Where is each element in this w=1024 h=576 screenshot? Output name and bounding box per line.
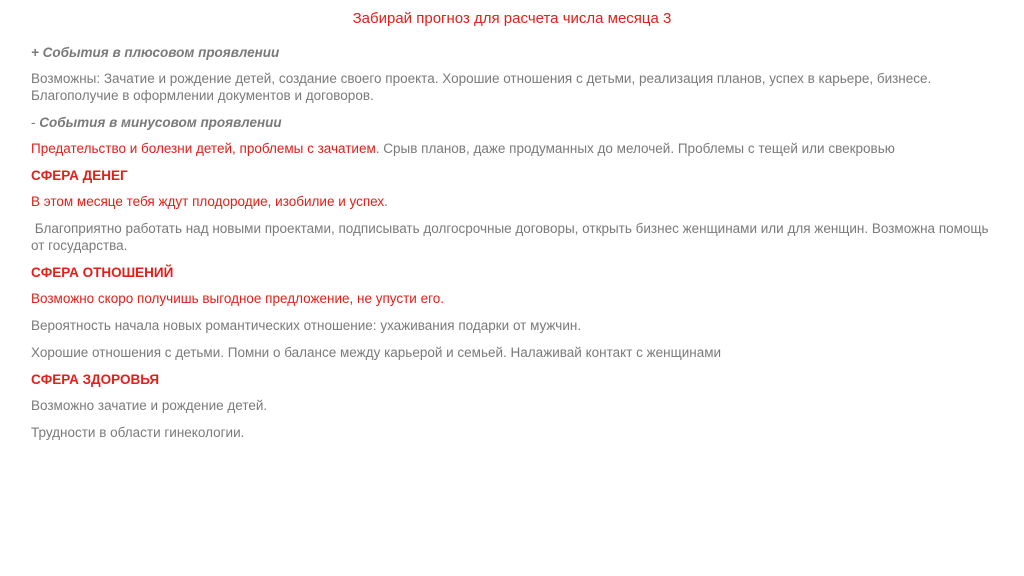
relations-text-1: Вероятность начала новых романтических отношение: ухаживания подарки от мужчин. [31, 318, 582, 333]
money-heading [31, 167, 1001, 184]
minus-prefix: - [31, 115, 40, 130]
relations-text-2: Хорошие отношения с детьми. Помни о балансе между карьерой и семьей. Налаживай контакт с женщинами [31, 345, 722, 360]
relations-red-text: Возможно скоро получишь выгодное предложение, не упусти его. [31, 291, 444, 306]
minus-red-text: Предательство и болезни детей, проблемы с зачатием [31, 141, 376, 156]
minus-text-paragraph [31, 140, 1001, 157]
relations-heading [31, 264, 1001, 281]
money-heading-label: СФЕРА ДЕНЕГ [31, 168, 128, 183]
minus-heading-paragraph [31, 114, 1001, 131]
money-red-end: . [384, 194, 388, 209]
relations-heading-label: СФЕРА ОТНОШЕНИЙ [31, 265, 174, 280]
plus-heading: + События в плюсовом проявлении [31, 45, 280, 60]
health-text-1: Возможно зачатие и рождение детей. [31, 398, 268, 413]
plus-text: Возможны: Зачатие и рождение детей, создание своего проекта. Хорошие отношения с детьми, реализация планов, успех в карьере, бизнесе. Благополучие в оформлении документов и договоров. [31, 71, 932, 103]
health-text-2: Трудности в области гинекологии. [31, 425, 245, 440]
plus-heading-paragraph [31, 44, 1001, 61]
minus-heading: События в минусовом проявлении [39, 115, 282, 130]
health-heading-label: СФЕРА ЗДОРОВЬЯ [31, 372, 160, 387]
minus-gray-text: . Срыв планов, даже продуманных до мелочей. Проблемы с тещей или свекровью [375, 141, 895, 156]
money-red-paragraph [31, 193, 1001, 210]
slide-title: Забирай прогноз для расчета числа месяца 3 [352, 10, 672, 27]
money-text: Благоприятно работать над новыми проектами, подписывать долгосрочные договоры, открыть бизнес женщинами или для женщин. Возможна помощь от государства. [31, 221, 993, 253]
slide-content [31, 44, 1001, 451]
money-red-text: В этом месяце тебя ждут плодородие, изобилие и успех [31, 194, 385, 209]
health-heading [31, 371, 1001, 388]
